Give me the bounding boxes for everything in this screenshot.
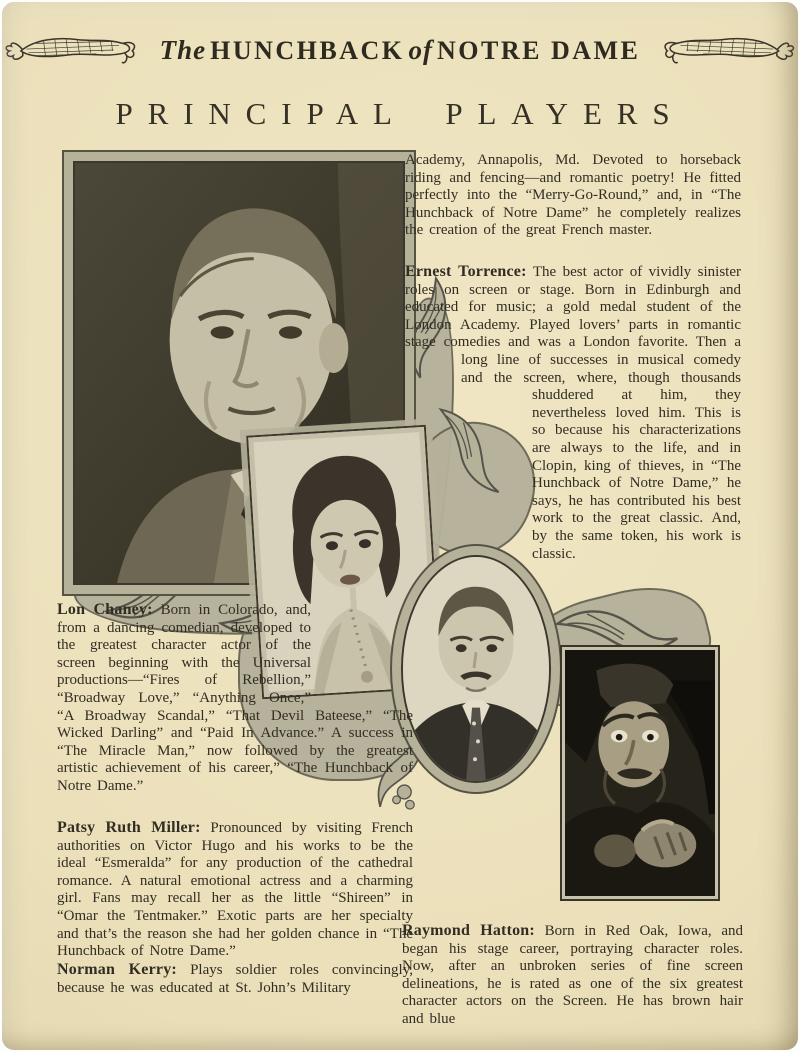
bio-lon-chaney bbox=[57, 601, 413, 796]
oval-frame bbox=[401, 555, 551, 783]
raymond-hatton-portrait-art bbox=[403, 557, 549, 781]
gargoyle-ornament-right-icon bbox=[656, 30, 798, 70]
title-notre-dame: NOTRE DAME bbox=[437, 35, 641, 65]
player-name: Norman Kerry: bbox=[57, 961, 177, 978]
wrap-spacer bbox=[311, 601, 413, 693]
wrap-spacer bbox=[405, 404, 532, 556]
bio-text: Pronounced by visiting French authorities on Victor Hugo and his works to be the ideal “Esmeralda” for any production of the cathedral romance. A natural emotional actress and a charming girl. Fans may recall her as the little “Shireen” in “Omar the Tentmaker.” Exotic parts are her specialty and that’s the reason she had her golden chance in “The Hunchback of Notre Dame.” bbox=[57, 820, 413, 960]
player-name: Patsy Ruth Miller: bbox=[57, 819, 201, 836]
bio-text: Born in Red Oak, Iowa, and began his stage career, portraying character roles. Now, after an unbroken series of fine screen delineations, he is rated as one of the six greatest character actors on the Screen. He has brown hair and blue bbox=[402, 923, 744, 1027]
bio-raymond-hatton bbox=[402, 922, 743, 1029]
page-title bbox=[160, 35, 641, 66]
bio-text: Plays soldier roles convincingly, because he was educated at St. John’s Military bbox=[57, 962, 413, 996]
player-name: Raymond Hatton: bbox=[402, 922, 535, 939]
title-of: of bbox=[408, 34, 433, 65]
player-name: Lon Chaney: bbox=[57, 601, 153, 618]
page-header bbox=[2, 24, 798, 76]
bio-norman-kerry bbox=[57, 961, 413, 997]
program-page bbox=[2, 2, 798, 1050]
photo-ernest-torrence-as-clopin bbox=[562, 647, 718, 899]
bio-patsy-ruth-miller bbox=[57, 819, 413, 961]
bio-text: The best actor of vividly sinister roles on screen or stage. Born in Edinburgh and educated for music; a gold medal student of the London Academy. Played lovers’ parts in romantic stage comedies and was a London favorite. Then a long line of successes in musical comedy and the screen, where, though thousands shuddered at him, they nevertheless loved him. This is so because his characterizations are always to the life, and in Clopin, king of thieves, in “The Hunchback of Notre Dame,” he says, he has contributed his best work to the great classic. And, by the same token, his work is classic. bbox=[405, 264, 741, 562]
photo-raymond-hatton bbox=[392, 546, 560, 792]
section-heading: PRINCIPAL PLAYERS bbox=[115, 96, 685, 131]
bio-ernest-torrence bbox=[405, 263, 741, 563]
title-hunchback: HUNCHBACK bbox=[210, 35, 405, 65]
bio-norman-kerry-continued bbox=[405, 152, 741, 240]
wrap-spacer bbox=[405, 369, 461, 404]
bio-text: Academy, Annapolis, Md. Devoted to horseback riding and fencing—and romantic poetry! He fitted perfectly into the “Merry-Go-Round,” and, in “The Hunchback of Notre Dame” he completely realizes the creation of the great French master. bbox=[405, 152, 741, 239]
gargoyle-ornament-left-icon bbox=[2, 30, 144, 70]
bio-text: Born in Colorado, and, from a dancing comedian, developed to the greatest character actor of the screen beginning with the Universal productions—“Fires of Rebellion,” “Broadway Love,” “Anything Once,” “A Broadway Scandal,” “That Devil Bateese,” “The Wicked Darling” and “Paid In Advance.” A success in “The Miracle Man,” now followed by the greatest artistic achievement of his career,” “The Hunchback of Notre Dame.” bbox=[57, 602, 413, 794]
title-the: The bbox=[159, 34, 207, 65]
player-name: Ernest Torrence: bbox=[405, 263, 527, 280]
ernest-torrence-portrait-art bbox=[565, 650, 715, 896]
